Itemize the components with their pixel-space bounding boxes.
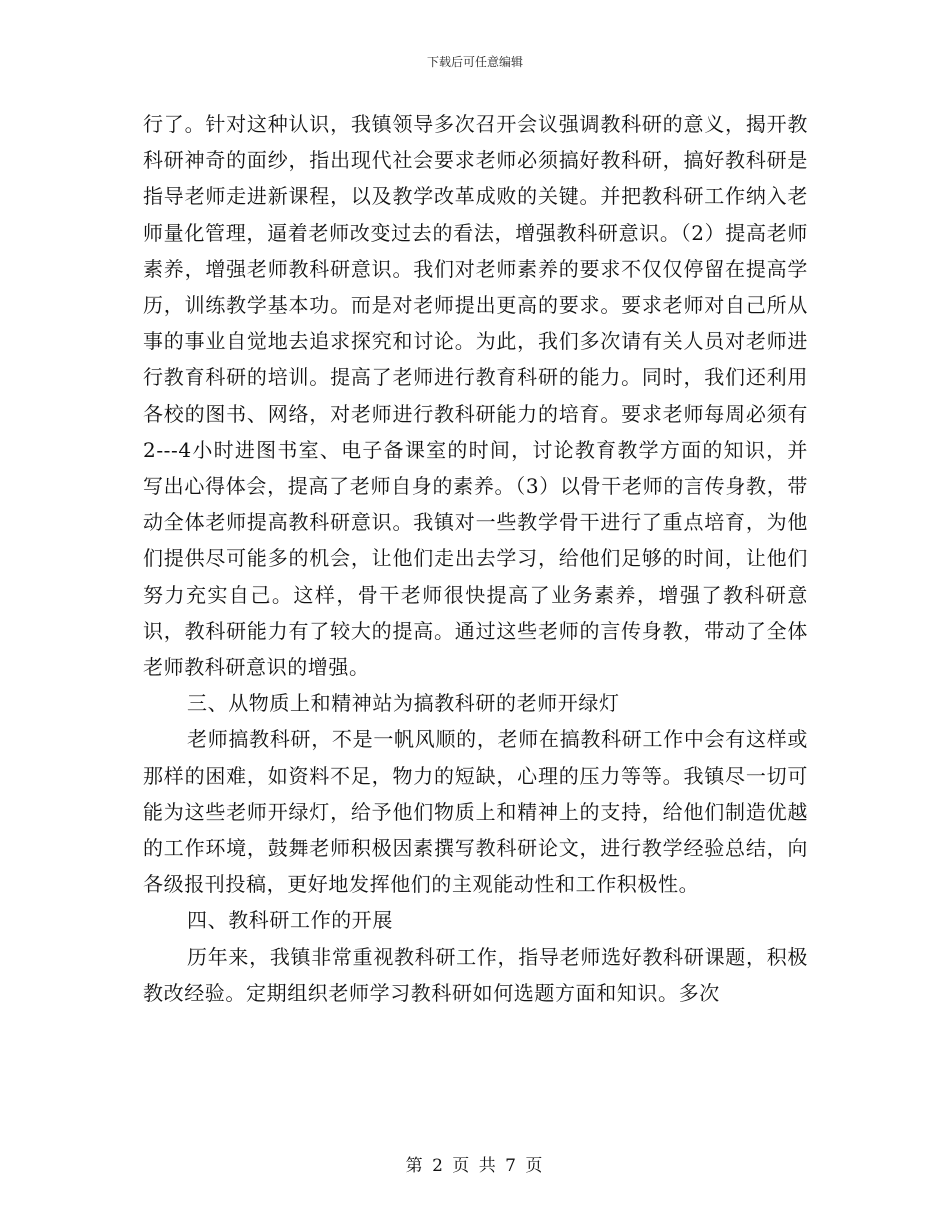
paragraph-research-work: 历年来，我镇非常重视教科研工作，指导老师选好教科研课题，积极教改经验。定期组织老师学习教科研如何选题方面和知识。多次: [143, 944, 808, 1005]
section-heading-4: 四、教科研工作的开展: [187, 908, 393, 933]
paragraph-continuation: 行了。针对这种认识，我镇领导多次召开会议强调教科研的意义，揭开教科研神奇的面纱，指出现代社会要求老师必须搞好教科研，搞好教科研是指导老师走进新课程，以及教学改革成败的关键。并把教科研工作纳入老师量化管理，逼着老师改变过去的看法，增强教科研意识。（2）提高老师素养，增强老师教科研意识。我们对老师素养的要求不仅仅停留在提高学历，训练教学基本功。而是对老师提出更高的要求。要求老师对自己所从事的事业自觉地去追求探究和讨论。为此，我们多次请有关人员对老师进行教育科研的培训。提高了老师进行教育科研的能力。同时，我们还利用各校的图书、网络，对老师进行教科研能力的培育。要求老师每周必须有2---4小时进图书室、电子备课室的时间，讨论教育教学方面的知识，并写出心得体会，提高了老师自身的素养。（3）以骨干老师的言传身教，带动全体老师提高教科研意识。我镇对一些教学骨干进行了重点培育，为他们提供尽可能多的机会，让他们走出去学习，给他们足够的时间，让他们努力充实自己。这样，骨干老师很快提高了业务素养，增强了教科研意识，教科研能力有了较大的提高。通过这些老师的言传身教，带动了全体老师教科研意识的增强。: [143, 112, 808, 680]
section-heading-3: 三、从物质上和精神站为搞教科研的老师开绿灯: [187, 691, 620, 716]
body-content: [143, 106, 808, 1011]
page-header: 下载后可任意编辑: [426, 55, 523, 69]
page-number-footer: 第 2 页 共 7 页: [405, 1156, 545, 1176]
paragraph-green-light: 老师搞教科研，不是一帆风顺的，老师在搞教科研工作中会有这样或那样的困难，如资料不足，物力的短缺，心理的压力等等。我镇尽一切可能为这些老师开绿灯，给予他们物质上和精神上的支持，给他们制造优越的工作环境，鼓舞老师积极因素撰写教科研论文，进行教学经验总结，向各级报刊投稿，更好地发挥他们的主观能动性和工作积极性。: [143, 727, 808, 897]
